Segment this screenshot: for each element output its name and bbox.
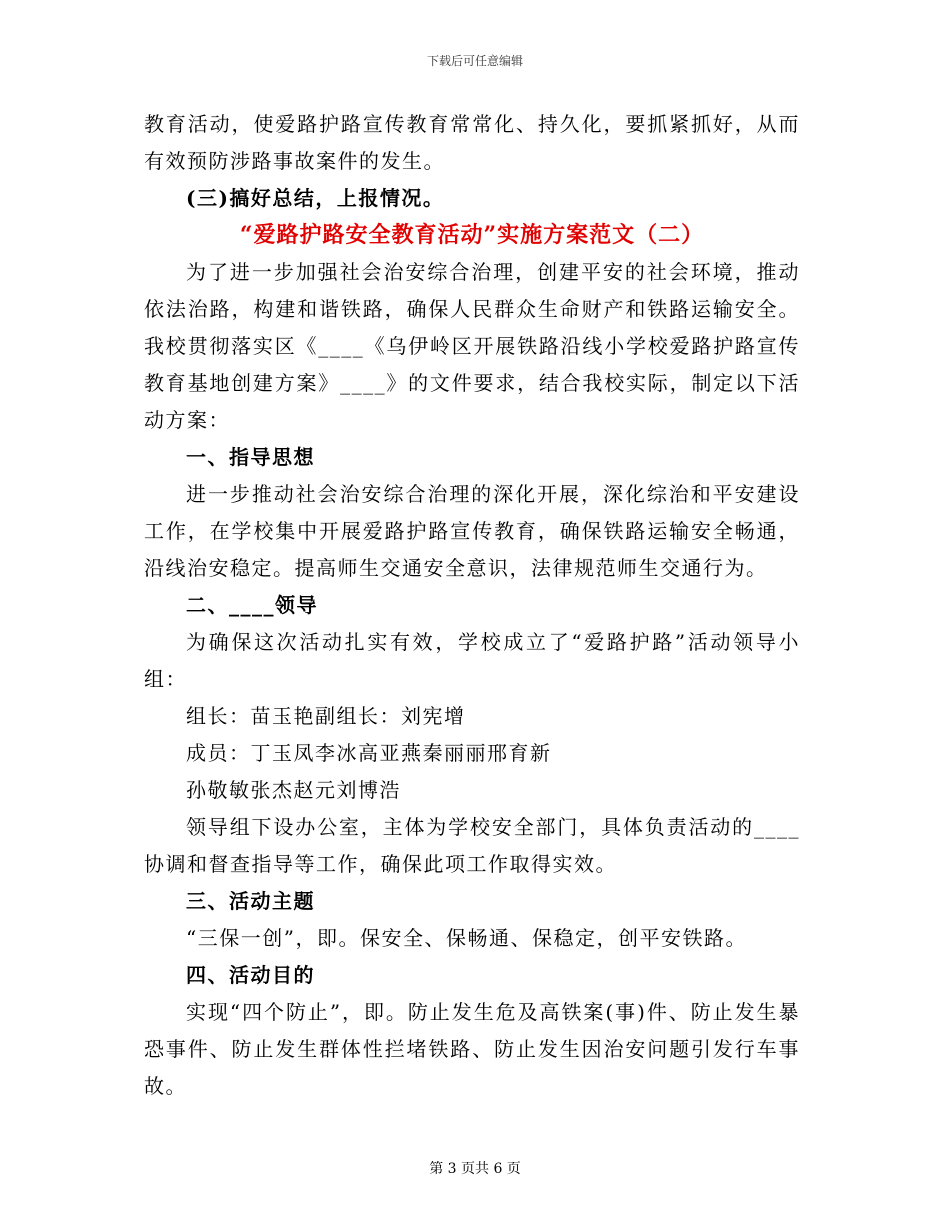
paragraph-purpose: 实现“四个防止”，即。防止发生危及高铁案(事)件、防止发生暴恐事件、防止发生群体性拦堵铁路、防止发生因治安问题引发行车事故。 bbox=[144, 1000, 800, 1098]
section-heading-4: 四、活动目的 bbox=[186, 963, 315, 987]
section-heading-3: 三、活动主题 bbox=[186, 889, 315, 913]
header-note: 下载后可任意编辑 bbox=[426, 54, 523, 68]
paragraph-intro: 为了进一步加强社会治安综合治理，创建平安的社会环境，推动依法治路，构建和谐铁路，确保人民群众生命财产和铁路运输安全。我校贯彻落实区《____《乌伊岭区开展铁路沿线小学校爱路护路宣传教育基地创建方案》____》的文件要求，结合我校实际，制定以下活动方案： bbox=[144, 260, 800, 432]
section-heading-2: 二、____领导 bbox=[186, 593, 318, 617]
section-heading-1: 一、指导思想 bbox=[186, 445, 315, 469]
paragraph-theme: “三保一创”，即。保安全、保畅通、保稳定，创平安铁路。 bbox=[186, 926, 747, 950]
document-body bbox=[144, 106, 800, 1105]
paragraph-members: 成员：丁玉凤李冰高亚燕秦丽丽邢育新 bbox=[186, 741, 552, 765]
paragraph-leaders: 组长：苗玉艳副组长：刘宪增 bbox=[186, 704, 466, 728]
paragraph-guiding-thought: 进一步推动社会治安综合治理的深化开展，深化综治和平安建设工作，在学校集中开展爱路护路宣传教育，确保铁路运输安全畅通，沿线治安稳定。提高师生交通安全意识，法律规范师生交通行为。 bbox=[144, 482, 800, 580]
document-title: “爱路护路安全教育活动”实施方案范文（二） bbox=[239, 222, 705, 248]
subsection-heading: (三)搞好总结，上报情况。 bbox=[186, 186, 445, 210]
page-number: 第 3 页共 6 页 bbox=[429, 1161, 521, 1177]
paragraph-leadership: 为确保这次活动扎实有效，学校成立了“爱路护路”活动领导小组： bbox=[144, 630, 800, 691]
paragraph-office: 领导组下设办公室，主体为学校安全部门，具体负责活动的____协调和督查指导等工作，确保此项工作取得实效。 bbox=[144, 815, 800, 876]
paragraph-members-cont: 孙敬敏张杰赵元刘博浩 bbox=[186, 778, 401, 802]
paragraph-continuation: 教育活动，使爱路护路宣传教育常常化、持久化，要抓紧抓好，从而有效预防涉路事故案件的发生。 bbox=[144, 112, 800, 173]
